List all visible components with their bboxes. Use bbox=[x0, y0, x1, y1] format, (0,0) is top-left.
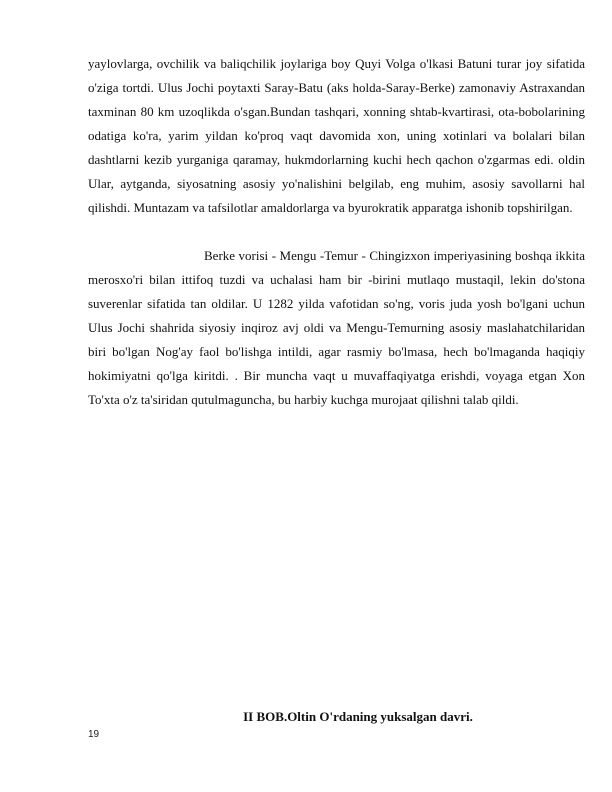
chapter-heading-text: II BOB.Oltin O'rdaning yuksalgan davri. bbox=[243, 709, 473, 724]
body-paragraph-2-text: Berke vorisi - Mengu -Temur - Chingizxon imperiyasining boshqa ikkita merosxo'ri bilan ittifoq tuzdi va uchalasi ham bir -birini mutlaqo mustaqil, lekin do'stona suverenlar sifatida tan oldilar. U 1282 yilda vafotidan so'ng, voris juda yosh bo'lgani uchun Ulus Jochi shahrida siyosiy inqiroz avj oldi va Mengu-Temurning asosiy maslahatchilaridan biri bo'lgan Nog'ay faol bo'lishga intildi, agar rasmiy bo'lmasa, hech bo'lmaganda haqiqiy hokimiyatni qo'lga kiritdi. . Bir muncha vaqt u muvaffaqiyatga erishdi, voyaga etgan Xon To'xta o'z ta'siridan qutulmaguncha, bu harbiy kuchga murojaat qilishni talab qildi. bbox=[88, 248, 585, 407]
body-paragraph-1: yaylovlarga, ovchilik va baliqchilik joylariga boy Quyi Volga o'lkasi Batuni turar joy sifatida o'ziga tortdi. Ulus Jochi poytaxti Saray-Batu (aks holda-Saray-Berke) zamonaviy Astraxandan taxminan 80 km uzoqlikda o'sgan.Bundan tashqari, xonning shtab-kvartirasi, ota-bobolarining odatiga ko'ra, yarim yildan ko'proq vaqt davomida xon, uning xotinlari va bolalari bilan dashtlarni kezib yurganiga qaramay, hukmdorlarning kuchi hech qachon o'zgarmas edi. oldin Ular, aytganda, siyosatning asosiy yo'nalishini belgilab, eng muhim, asosiy savollarni hal qilishdi. Muntazam va tafsilotlar amaldorlarga va byurokratik apparatga ishonib topshirilgan. bbox=[88, 56, 585, 215]
chapter-heading bbox=[0, 709, 612, 725]
body-paragraph-2 bbox=[88, 244, 585, 412]
page-number: 19 bbox=[88, 729, 100, 740]
